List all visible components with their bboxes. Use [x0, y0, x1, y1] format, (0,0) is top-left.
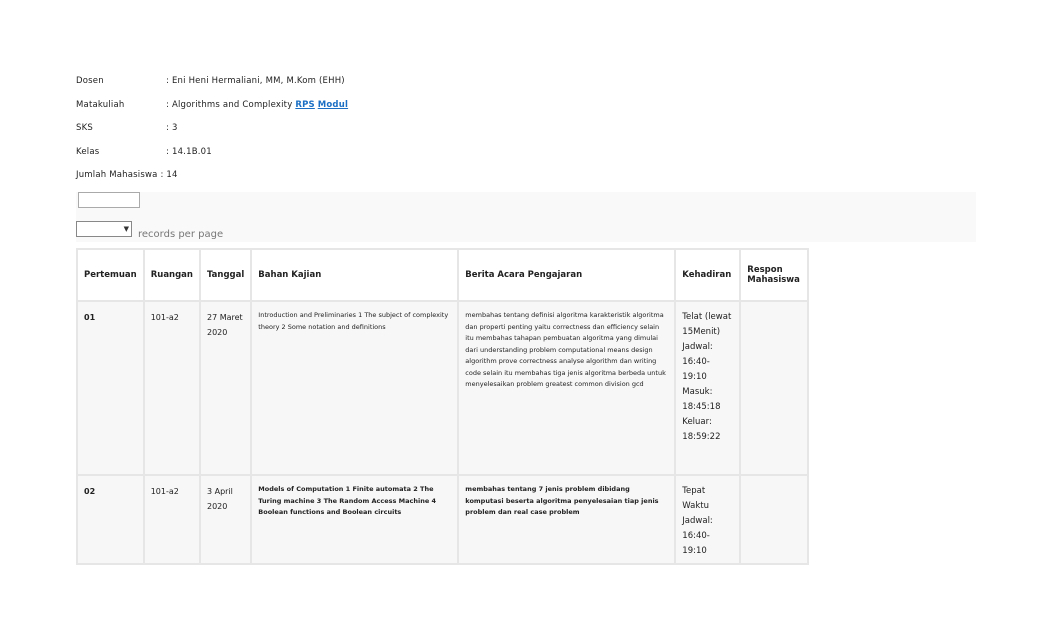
header-respon[interactable]: Respon Mahasiswa [740, 249, 808, 301]
jumlah-label [76, 170, 178, 180]
search-input[interactable] [78, 192, 140, 208]
sks-label: SKS [76, 123, 93, 133]
jumlah-value: : 14 [160, 170, 178, 180]
matakuliah-label: Matakuliah [76, 100, 125, 110]
cell-pertemuan: 02 [77, 475, 144, 564]
records-per-page-label: records per page [138, 229, 224, 240]
cell-kehadiran: Tepat Waktu Jadwal: 16:40-19:10 [675, 475, 740, 564]
header-berita-acara[interactable]: Berita Acara Pengajaran [458, 249, 675, 301]
attendance-table [76, 248, 809, 565]
table-header-row [77, 249, 808, 301]
table-row [77, 475, 808, 564]
kelas-label: Kelas [76, 147, 100, 157]
matakuliah-value-group [166, 100, 348, 110]
header-pertemuan[interactable]: Pertemuan [77, 249, 144, 301]
cell-respon [740, 475, 808, 564]
cell-bahan-kajian: Introduction and Preliminaries 1 The subject of complexity theory 2 Some notation and definitions [251, 301, 458, 475]
cell-kehadiran: Telat (lewat 15Menit) Jadwal: 16:40-19:10 Masuk: 18:45:18 Keluar: 18:59:22 [675, 301, 740, 475]
cell-ruangan: 101-a2 [144, 301, 200, 475]
header-tanggal[interactable]: Tanggal [200, 249, 251, 301]
header-kehadiran[interactable]: Kehadiran [675, 249, 740, 301]
cell-bahan-kajian: Models of Computation 1 Finite automata 2 The Turing machine 3 The Random Access Machine 4 Boolean functions and Boolean circuits [251, 475, 458, 564]
cell-tanggal: 27 Maret 2020 [200, 301, 251, 475]
chevron-down-icon: ▼ [123, 225, 129, 233]
cell-respon [740, 301, 808, 475]
kelas-value: : 14.1B.01 [166, 147, 212, 157]
cell-pertemuan: 01 [77, 301, 144, 475]
dosen-value: : Eni Heni Hermaliani, MM, M.Kom (EHH) [166, 76, 345, 86]
header-ruangan[interactable]: Ruangan [144, 249, 200, 301]
matakuliah-value: : Algorithms and Complexity [166, 100, 296, 110]
page-size-select[interactable] [76, 221, 132, 237]
sks-value: : 3 [166, 123, 178, 133]
jumlah-label-text: Jumlah Mahasiswa [76, 170, 158, 180]
cell-tanggal: 3 April 2020 [200, 475, 251, 564]
header-bahan-kajian[interactable]: Bahan Kajian [251, 249, 458, 301]
modul-link[interactable]: Modul [317, 100, 349, 110]
table-row [77, 301, 808, 475]
cell-ruangan: 101-a2 [144, 475, 200, 564]
cell-berita-acara: membahas tentang 7 jenis problem dibidang komputasi beserta algoritma penyelesaian tiap jenis problem dan real case problem [458, 475, 675, 564]
dosen-label: Dosen [76, 76, 104, 86]
cell-berita-acara: membahas tentang definisi algoritma karakteristik algoritma dan properti penting yaitu correctness dan efficiency selain itu membahas tahapan pembuatan algoritma yang dimulai dari understanding problem computational means design algorithm prove correctness analyse algorithm dan writing code selain itu membahas tiga jenis algoritma berbeda untuk menyelesaikan problem greatest common division gcd [458, 301, 675, 475]
rps-link[interactable]: RPS [295, 100, 315, 110]
